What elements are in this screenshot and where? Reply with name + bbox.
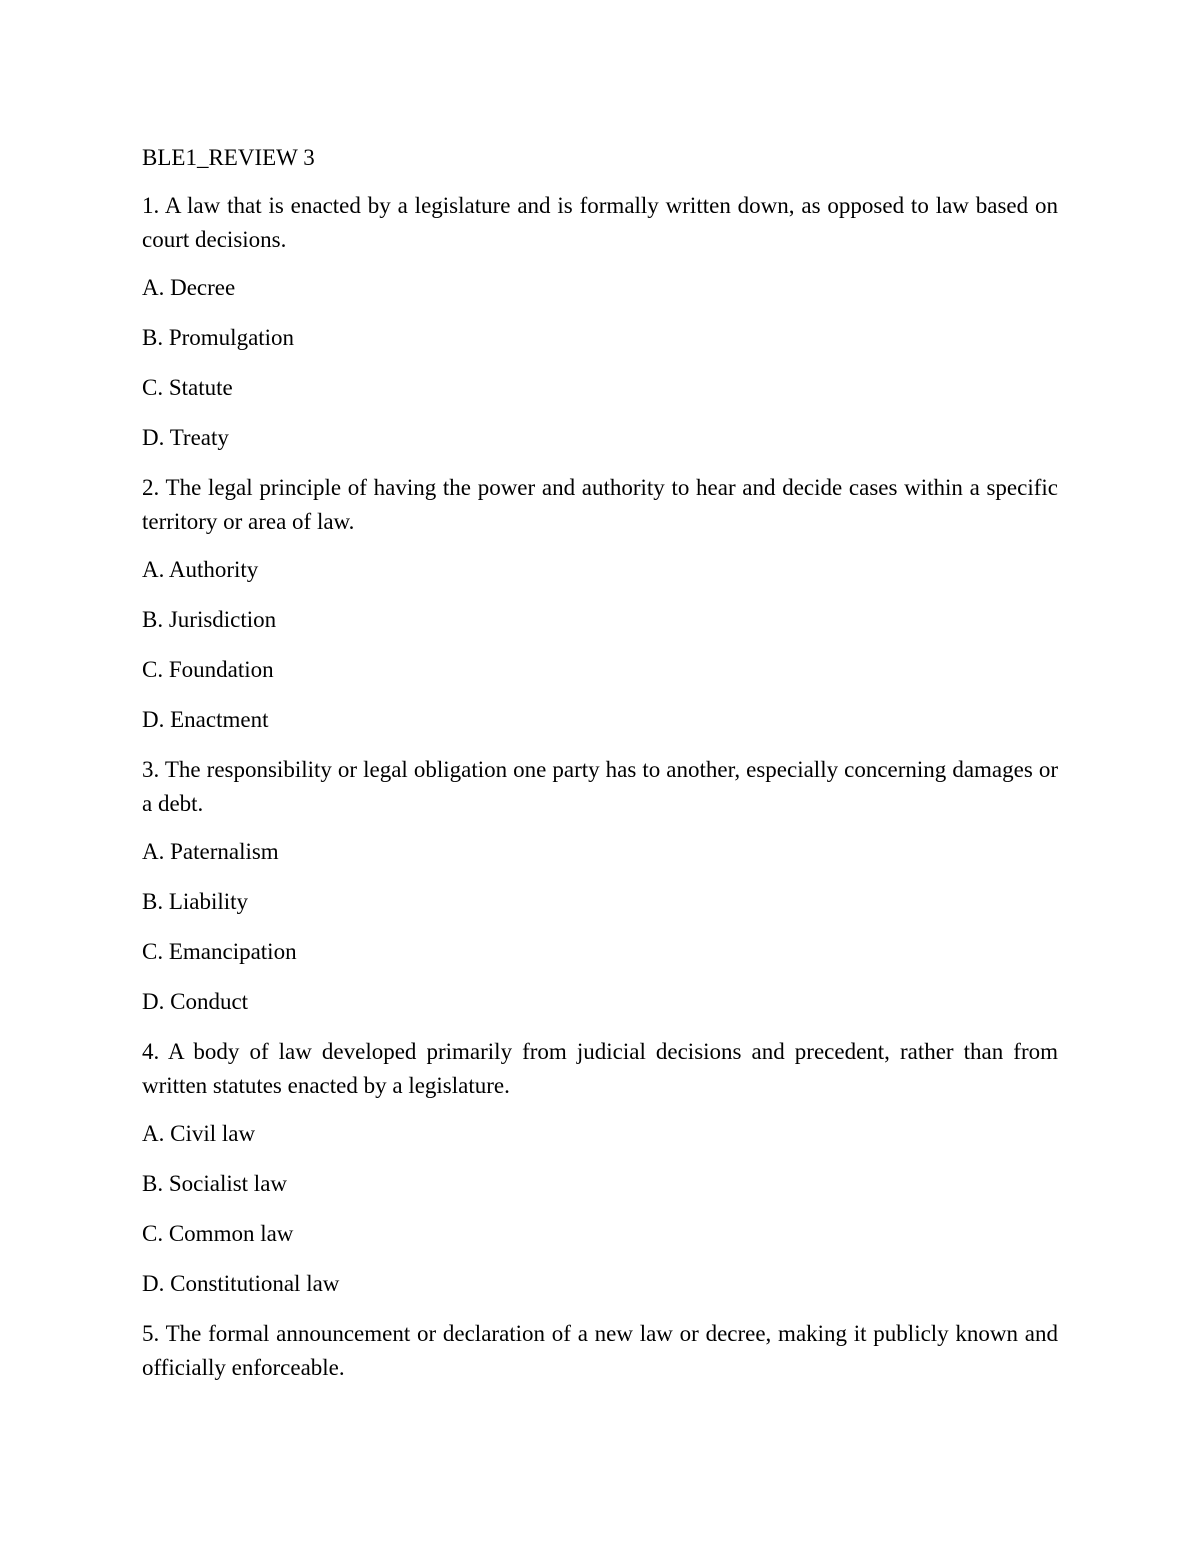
document-content xyxy=(142,141,1058,1399)
question-text: 2. The legal principle of having the power and authority to hear and decide cases within a specific territory or area of law. xyxy=(142,475,1058,534)
answer-option: B. Promulgation xyxy=(142,325,295,350)
question-text: 4. A body of law developed primarily from judicial decisions and precedent, rather than from written statutes enacted by a legislature. xyxy=(142,1039,1058,1098)
question-block-4 xyxy=(142,1035,1058,1301)
answer-option: D. Treaty xyxy=(142,425,229,450)
answer-option: C. Emancipation xyxy=(142,939,297,964)
question-block-1 xyxy=(142,189,1058,455)
answer-option: D. Enactment xyxy=(142,707,269,732)
answer-option: C. Foundation xyxy=(142,657,274,682)
answer-option: A. Authority xyxy=(142,557,259,582)
question-block-3 xyxy=(142,753,1058,1019)
answer-option: A. Paternalism xyxy=(142,839,279,864)
question-block-2 xyxy=(142,471,1058,737)
answer-option: B. Jurisdiction xyxy=(142,607,277,632)
answer-option: B. Liability xyxy=(142,889,249,914)
question-text: 5. The formal announcement or declaration of a new law or decree, making it publicly known and officially enforceable. xyxy=(142,1321,1058,1380)
answer-option: D. Constitutional law xyxy=(142,1271,340,1296)
question-text: 1. A law that is enacted by a legislature and is formally written down, as opposed to law based on court decisions. xyxy=(142,193,1058,252)
answer-option: A. Civil law xyxy=(142,1121,256,1146)
answer-option: B. Socialist law xyxy=(142,1171,288,1196)
question-text: 3. The responsibility or legal obligation one party has to another, especially concerning damages or a debt. xyxy=(142,757,1058,816)
document-title: BLE1_REVIEW 3 xyxy=(142,145,315,170)
answer-option: C. Statute xyxy=(142,375,233,400)
question-block-5 xyxy=(142,1317,1058,1385)
answer-option: A. Decree xyxy=(142,275,236,300)
answer-option: C. Common law xyxy=(142,1221,294,1246)
answer-option: D. Conduct xyxy=(142,989,249,1014)
